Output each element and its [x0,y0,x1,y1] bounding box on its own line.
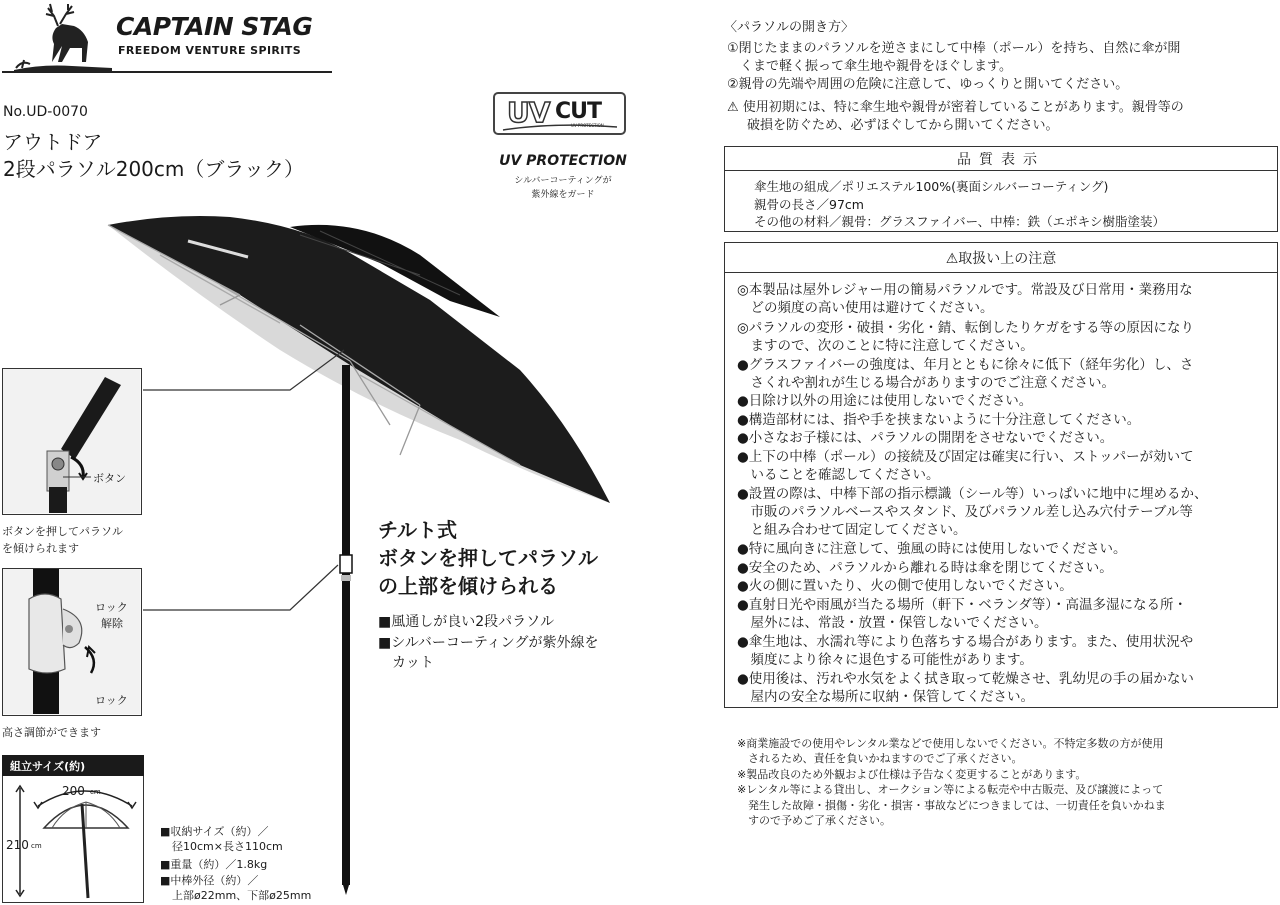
caution-line: ●日除け以外の用途には使用しないでください。 [737,393,1033,409]
caution-line: ◎本製品は屋外レジャー用の簡易パラソルです。常設及び日常用・業務用な [737,282,1193,298]
uv-badge-swoosh [495,124,624,133]
lock-caption: 高さ調節ができます [2,726,101,739]
caution-line: ●グラスファイバーの強度は、年月とともに徐々に低下（経年劣化）し、さ [737,357,1194,373]
caution-heading: ⚠取扱い上の注意 [724,242,1278,273]
footnote-line: ※製品改良のため外観および仕様は予告なく変更することがあります。 [737,768,1087,781]
tilt-heading-line1: チルト式 [378,518,457,542]
button-caption-line2: を傾けられます [2,542,79,555]
caution-line: ●小さなお子様には、パラソルの開閉をさせないでください。 [737,430,1114,446]
opening-step1-line2: くまで軽く振って傘生地や親骨をほぐします。 [740,59,1012,74]
quality-other-materials: その他の材料／親骨：グラスファイバー、中棒：鉄（エポキシ樹脂塗装） [754,214,1166,229]
feature-coating-line1: ■シルバーコーティングが紫外線を [378,635,599,651]
brand-name: CAPTAIN STAG [116,12,313,41]
caution-line: ●安全のため、パラソルから離れる時は傘を閉じてください。 [737,560,1113,576]
tilt-heading-line3: の上部を傾けられる [378,574,558,598]
model-number: No.UD-0070 [3,104,88,120]
caution-line: 屋外には、常設・放置・保管しないでください。 [737,615,1048,631]
footnote-line: ※レンタル等による貸出し、オークション等による転売や中古販売、及び譲渡によって [737,783,1164,796]
caution-line: ●火の側に置いたり、火の側で使用しないでください。 [737,578,1073,594]
assembled-size-heading: 組立サイズ(約) [2,755,144,776]
brand-divider [2,71,332,73]
product-title-line1: アウトドア [3,130,103,154]
quality-rib-length: 親骨の長さ／97cm [754,197,864,212]
caution-line: ●特に風向きに注意して、強風の時には使用しないでください。 [737,541,1127,557]
uv-description-line1: シルバーコーティングが [514,176,612,186]
spec-storage-label: ■収納サイズ（約）／ [160,825,269,838]
product-title-line2: 2段パラソル200cm（ブラック） [3,157,304,181]
uv-badge-uv: UV [507,96,550,129]
size-width-unit: cm [90,788,101,796]
caution-line: さくれや割れが生じる場合がありますのでご注意ください。 [737,375,1115,391]
footnote-line: されるため、責任を負いかねますのでご了承ください。 [737,752,1023,765]
uv-protection-label: UV PROTECTION [499,153,627,169]
caution-line: ●直射日光や雨風が当たる場所（軒下・ベランダ等）・高温多湿になる所・ [737,597,1187,613]
caution-line: ますので、次のことに特に注意してください。 [737,338,1034,354]
tilt-joint-image [3,369,140,513]
footnote-line: 発生した故障・損傷・劣化・損害・事故などにつきましては、一切責任を負いかねま [737,799,1166,812]
opening-step2: ②親骨の先端や周囲の危険に注意して、ゆっくりと開いてください。 [727,77,1129,92]
quality-fabric: 傘生地の組成／ポリエステル100%(裏面シルバーコーティング) [754,179,1109,194]
caution-line: ●上下の中棒（ポール）の接続及び固定は確実に行い、ストッパーが効いて [737,449,1194,465]
opening-step1-line1: ①閉じたままのパラソルを逆さまにして中棒（ポール）を持ち、自然に傘が開 [727,41,1181,56]
tilt-button-inset [2,368,142,515]
size-height-value: 210 [6,838,29,852]
button-label: ボタン [93,472,126,485]
caution-line: ●傘生地は、水濡れ等により色落ちする場合があります。また、使用状況や [737,634,1194,650]
spec-pole-label: ■中棒外径（約）／ [160,874,259,887]
uv-badge-small: UV PROTECTION [571,123,604,128]
caution-line: 屋内の安全な場所に収納・保管してください。 [737,689,1034,705]
caution-line: ●設置の際は、中棒下部の指示標識（シール等）いっぱいに地中に埋めるか、 [737,486,1208,502]
lock-release-label-2: 解除 [101,617,123,630]
spec-storage-value: 径10cm×長さ110cm [172,840,283,853]
uv-cut-badge [493,92,626,135]
caution-line: 頻度により徐々に退色する可能性があります。 [737,652,1033,668]
size-width-value: 200 [62,784,85,798]
quality-heading: 品質表示 [724,146,1278,171]
lock-label: ロック [95,694,128,707]
lock-release-label-1: ロック [95,601,128,614]
size-height-unit: cm [31,842,42,850]
footnote-line: すので予めご了承ください。 [737,814,891,827]
tilt-heading-line2: ボタンを押してパラソル [378,546,598,570]
uv-description-line2: 紫外線をガード [531,190,595,200]
caution-line: どの頻度の高い使用は避けてください。 [737,300,994,316]
caution-line: いることを確認してください。 [737,467,940,483]
feature-two-tier: ■風通しが良い2段パラソル [378,614,555,630]
feature-coating-line2: カット [392,655,434,671]
brand-tagline: FREEDOM VENTURE SPIRITS [118,44,302,57]
footnote-line: ※商業施設での使用やレンタル業などで使用しないでください。不特定多数の方が使用 [737,737,1164,750]
spec-weight: ■重量（約）／1.8kg [160,858,268,871]
caution-line: ●使用後は、汚れや水気をよく拭き取って乾燥させ、乳幼児の手の届かない [737,671,1194,687]
uv-badge-cut: CUT [555,99,602,124]
caution-line: ●構造部材には、指や手を挟まないように十分注意してください。 [737,412,1141,428]
caution-line: ◎パラソルの変形・破損・劣化・錆、転倒したりケガをする等の原因になり [737,320,1195,336]
height-lock-inset [2,568,142,716]
caution-line: と組み合わせて固定してください。 [737,522,967,538]
opening-warning-line1: ⚠ 使用初期には、特に傘生地や親骨が密着していることがあります。親骨等の [727,100,1184,115]
spec-pole-value: 上部ø22mm、下部ø25mm [172,889,312,902]
stag-logo [2,2,114,72]
button-caption-line1: ボタンを押してパラソル [2,525,123,538]
caution-line: 市販のパラソルベースやスタンド、及びパラソル差し込み穴付テーブル等 [737,504,1193,520]
opening-warning-line2: 破損を防ぐため、必ずほぐしてから開いてください。 [747,118,1059,133]
opening-heading: 〈パラソルの開き方〉 [724,20,855,35]
